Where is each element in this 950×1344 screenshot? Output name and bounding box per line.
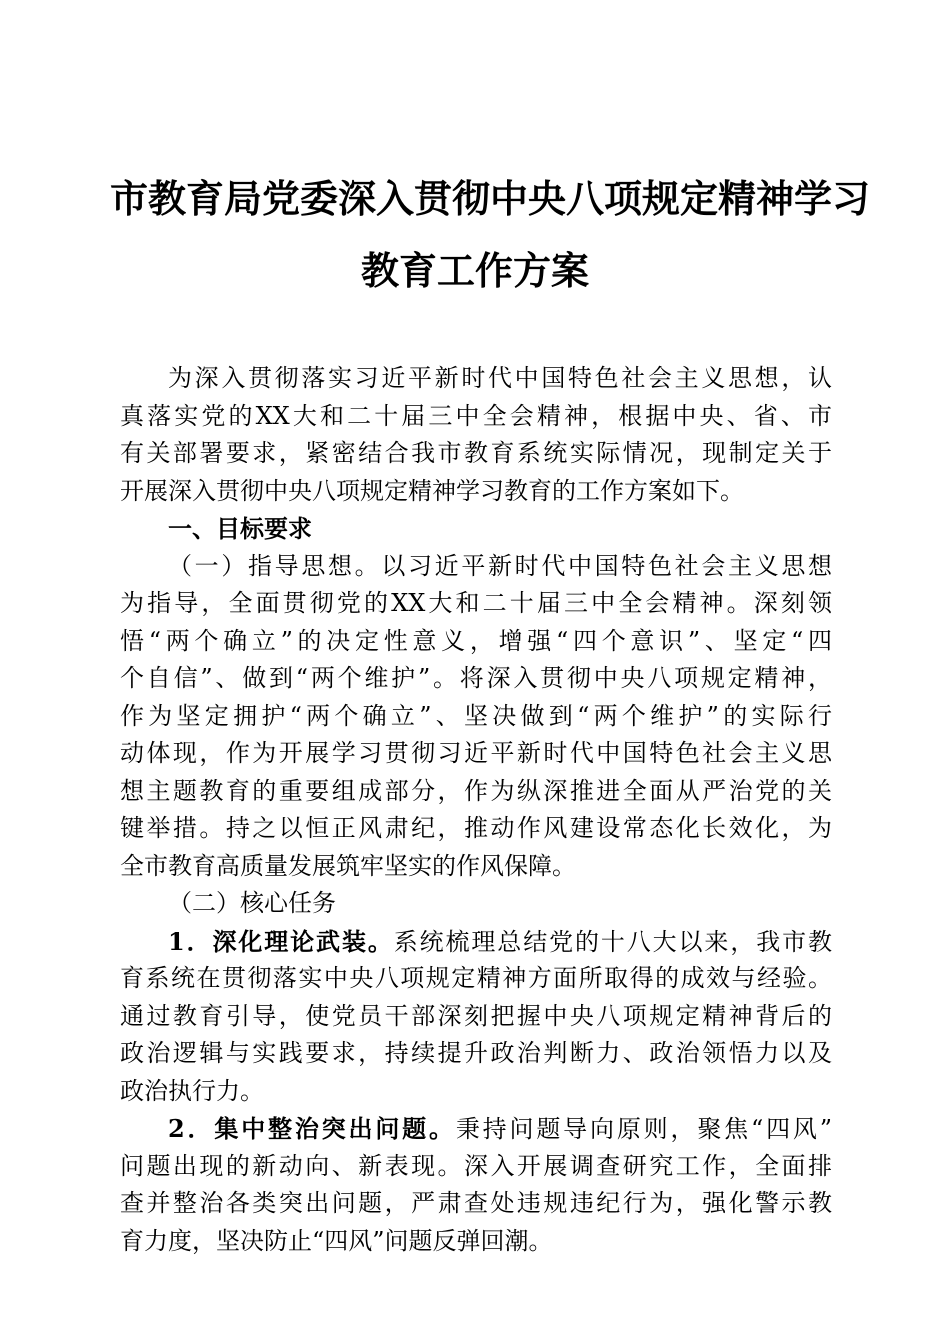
body-line xyxy=(120,1035,832,1073)
body-line-text: 秉持问题导向原则，聚焦“四风” xyxy=(455,1115,833,1143)
item-heading: 2．集中整治突出问题。 xyxy=(168,1114,456,1143)
body-line xyxy=(120,773,832,811)
document-title-line-2: 教育工作方案 xyxy=(360,248,589,293)
body-line-text: 政治逻辑与实践要求，持续提升政治判断力、政治领悟力以及 xyxy=(120,1039,832,1067)
body-line xyxy=(120,1185,832,1223)
item-heading: 1．深化理论武装。 xyxy=(168,926,394,956)
body-line xyxy=(120,998,832,1036)
body-line xyxy=(120,660,832,698)
body-line-text: 动体现，作为开展学习贯彻习近平新时代中国特色社会主义思 xyxy=(120,739,832,767)
body-line-text: 通过教育引导，使党员干部深刻把握中央八项规定精神背后的 xyxy=(120,1001,832,1030)
document-title-line-1: 市教育局党委深入贯彻中央八项规定精神学习 xyxy=(110,176,871,221)
body-line xyxy=(120,960,832,998)
body-line-text: 为指导，全面贯彻党的XX大和二十届三中全会精神。深刻领 xyxy=(120,589,832,617)
body-line xyxy=(120,623,832,661)
body-line xyxy=(120,510,832,548)
body-line xyxy=(120,585,832,623)
body-line-text: （一）指导思想。以习近平新时代中国特色社会主义思想 xyxy=(168,551,832,580)
body-line xyxy=(120,735,832,773)
body-line-text: 开展深入贯彻中央八项规定精神学习教育的工作方案如下。 xyxy=(120,476,744,505)
body-line xyxy=(120,473,832,511)
body-line-text: 查并整治各类突出问题，严肃查处违规违纪行为，强化警示教 xyxy=(120,1189,832,1217)
body-line xyxy=(120,698,832,736)
body-line xyxy=(120,548,832,586)
document-body xyxy=(120,360,832,1260)
body-line xyxy=(120,398,832,436)
body-line xyxy=(120,810,832,848)
body-line xyxy=(120,885,832,923)
body-line-text: 个自信”、做到“两个维护”。将深入贯彻中央八项规定精神， xyxy=(120,664,832,692)
body-line xyxy=(120,360,832,398)
body-line-text: 一、目标要求 xyxy=(168,514,312,543)
body-line xyxy=(120,1110,832,1148)
body-line-text: （二）核心任务 xyxy=(168,889,336,917)
body-line-text: 政治执行力。 xyxy=(120,1076,264,1105)
body-line xyxy=(120,848,832,886)
body-line xyxy=(120,923,832,961)
body-line-text: 问题出现的新动向、新表现。深入开展调查研究工作，全面排 xyxy=(120,1151,832,1180)
body-line-text: 悟“两个确立”的决定性意义，增强“四个意识”、坚定“四 xyxy=(120,626,832,655)
body-line-text: 育力度，坚决防止“四风”问题反弹回潮。 xyxy=(120,1226,553,1255)
body-line xyxy=(120,1073,832,1111)
body-line-text: 系统梳理总结党的十八大以来，我市教 xyxy=(393,927,833,956)
body-line-text: 真落实党的XX大和二十届三中全会精神，根据中央、省、市 xyxy=(120,401,832,430)
body-line-text: 为深入贯彻落实习近平新时代中国特色社会主义思想，认 xyxy=(168,364,832,392)
body-line xyxy=(120,435,832,473)
body-line-text: 有关部署要求，紧密结合我市教育系统实际情况，现制定关于 xyxy=(120,439,832,467)
body-line-text: 键举措。持之以恒正风肃纪，推动作风建设常态化长效化，为 xyxy=(120,814,832,842)
body-line xyxy=(120,1148,832,1186)
body-line-text: 育系统在贯彻落实中央八项规定精神方面所取得的成效与经验。 xyxy=(120,964,832,992)
body-line xyxy=(120,1223,832,1261)
body-line-text: 全市教育高质量发展筑牢坚实的作风保障。 xyxy=(120,851,576,880)
body-line-text: 想主题教育的重要组成部分，作为纵深推进全面从严治党的关 xyxy=(120,776,832,805)
body-line-text: 作为坚定拥护“两个确立”、坚决做到“两个维护”的实际行 xyxy=(120,701,832,730)
